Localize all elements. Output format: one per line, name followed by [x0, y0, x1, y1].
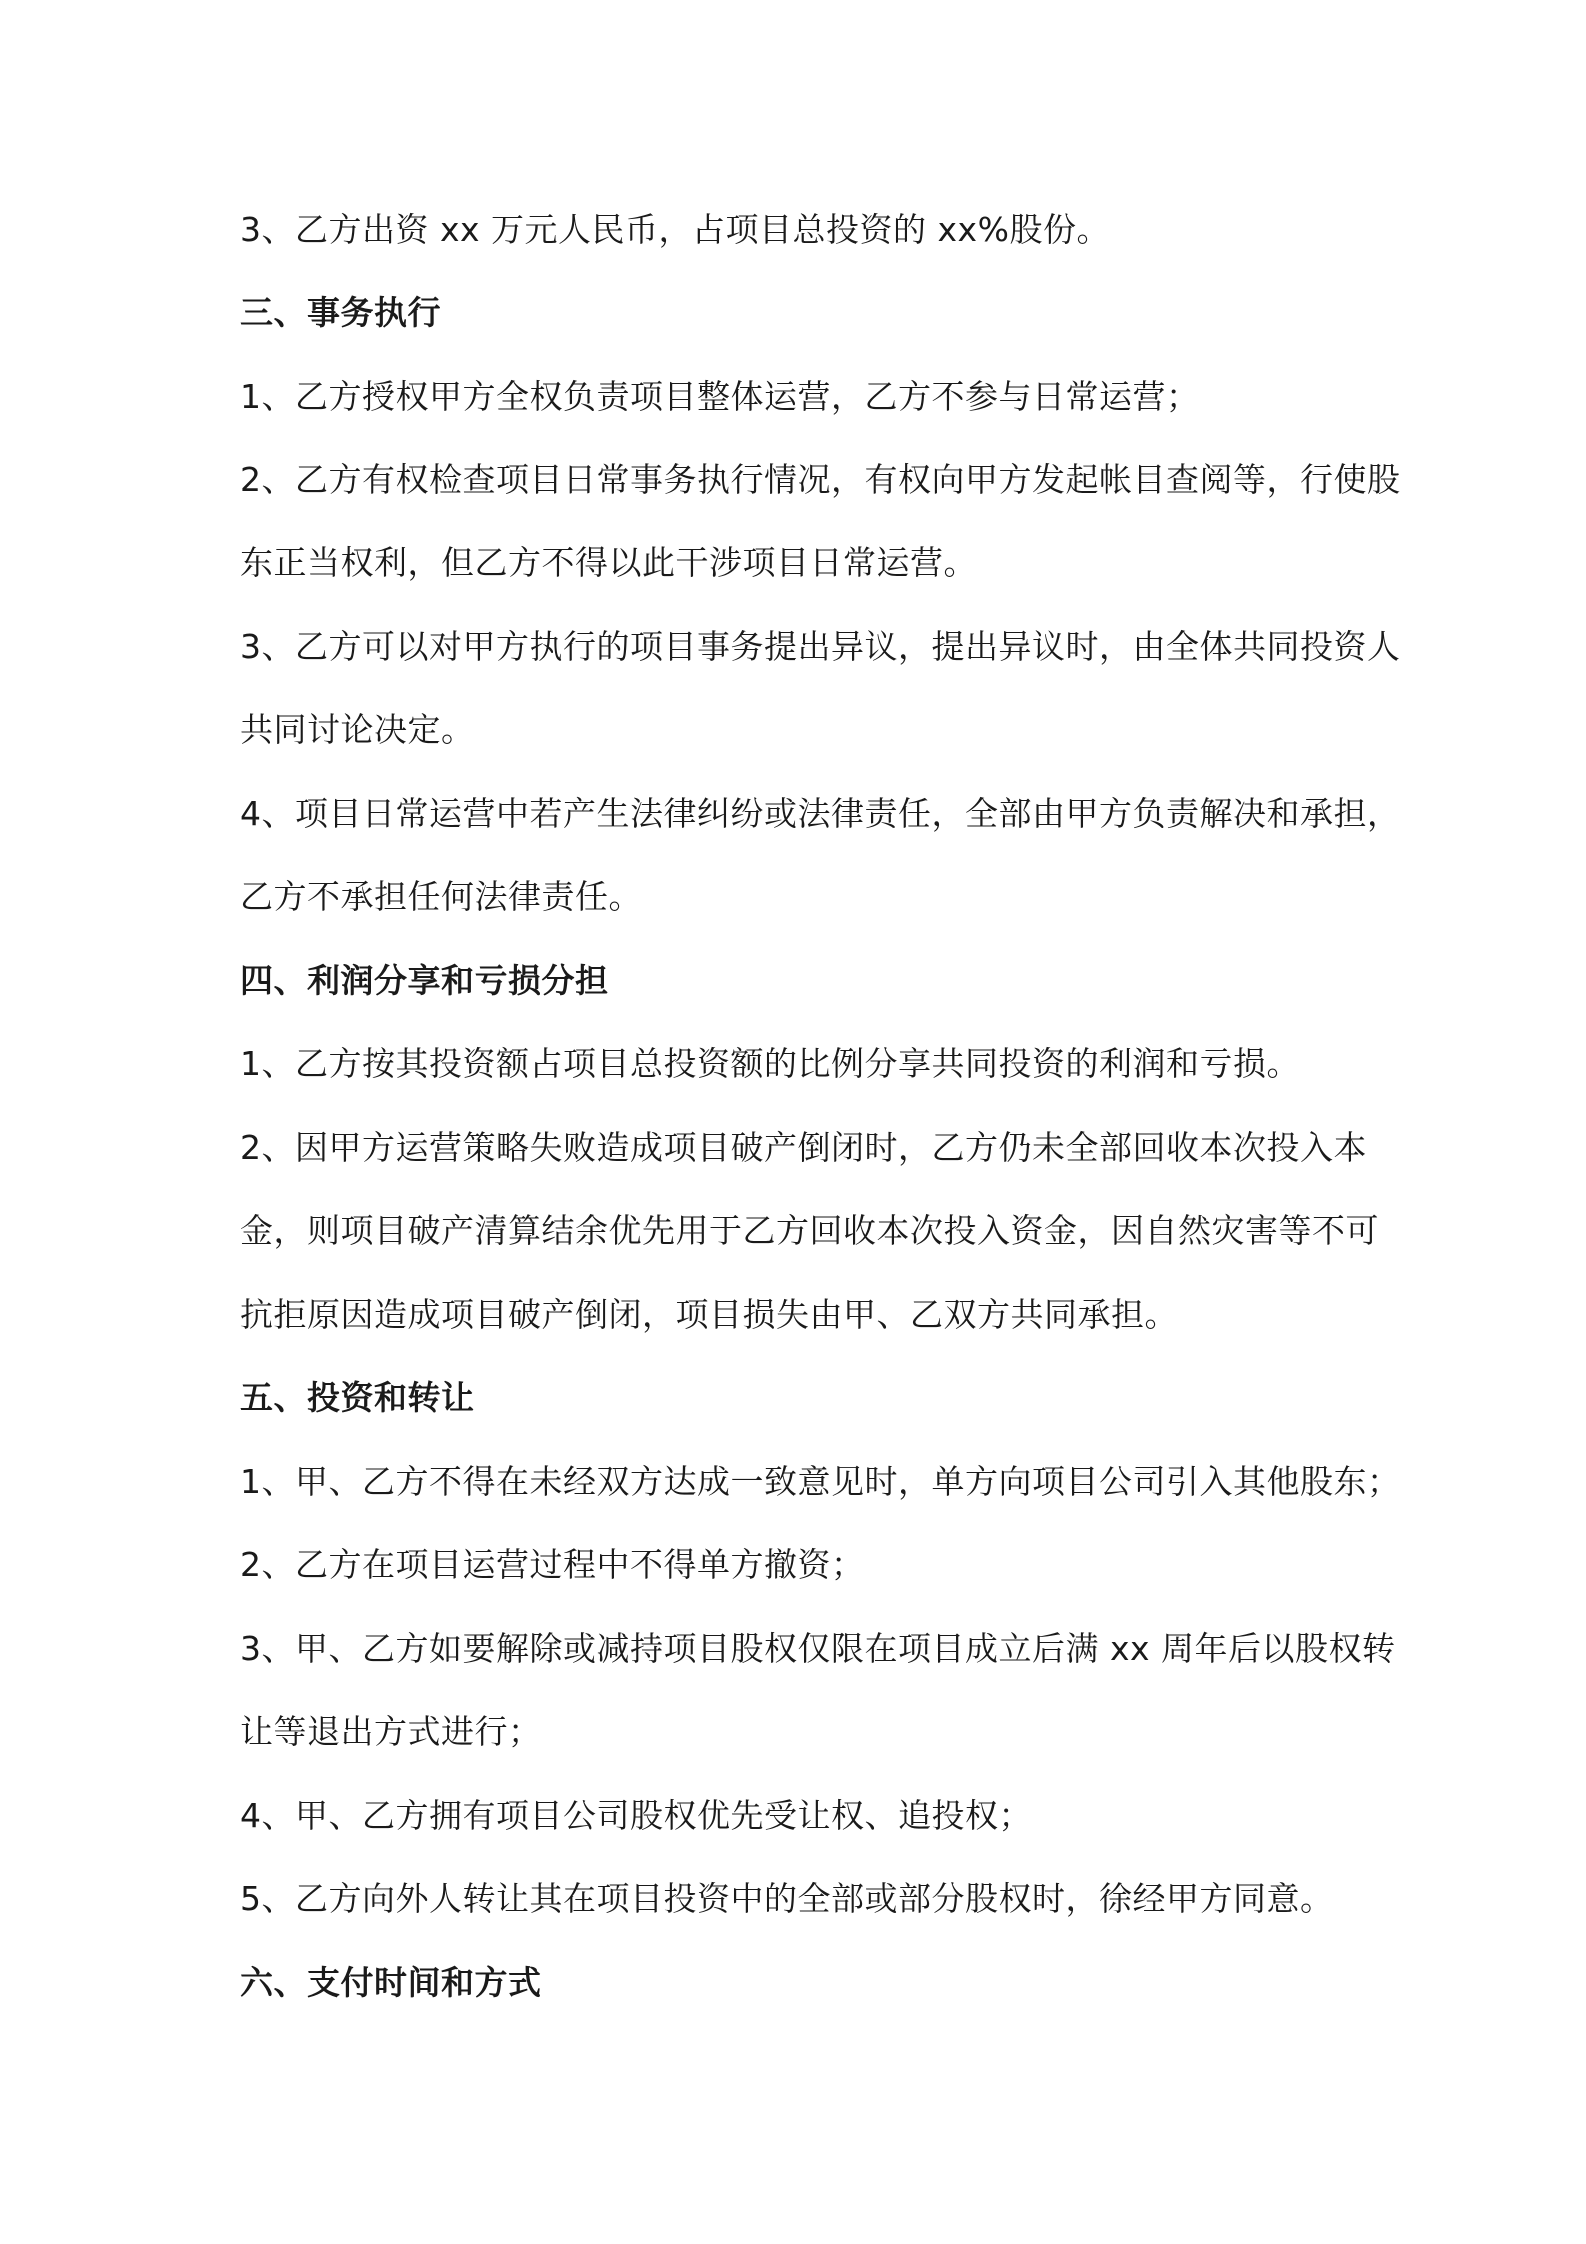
section-heading-4: 四、利润分享和亏损分担	[240, 961, 609, 1000]
section-heading-5: 五、投资和转让	[240, 1378, 475, 1417]
clause-4-2-line-3: 抗拒原因造成项目破产倒闭，项目损失由甲、乙双方共同承担。	[240, 1295, 1178, 1334]
clause-4-2-line-2: 金，则项目破产清算结余优先用于乙方回收本次投入资金，因自然灾害等不可	[240, 1211, 1379, 1250]
clause-3-2-line-2: 东正当权利，但乙方不得以此干涉项目日常运营。	[240, 543, 977, 582]
clause-3-4-line-1: 4、项目日常运营中若产生法律纠纷或法律责任，全部由甲方负责解决和承担，	[240, 794, 1401, 833]
clause-3-3-line-1: 3、乙方可以对甲方执行的项目事务提出异议，提出异议时，由全体共同投资人	[240, 627, 1401, 666]
clause-4-1: 1、乙方按其投资额占项目总投资额的比例分享共同投资的利润和亏损。	[240, 1044, 1300, 1083]
clause-5-3-line-1: 3、甲、乙方如要解除或减持项目股权仅限在项目成立后满 xx 周年后以股权转	[240, 1629, 1396, 1668]
clause-3-1: 1、乙方授权甲方全权负责项目整体运营，乙方不参与日常运营；	[240, 377, 1200, 416]
clause-3-4-line-2: 乙方不承担任何法律责任。	[240, 877, 642, 916]
clause-2-3-investment-share: 3、乙方出资 xx 万元人民币，占项目总投资的 xx%股份。	[240, 210, 1110, 249]
clause-5-4: 4、甲、乙方拥有项目公司股权优先受让权、追投权；	[240, 1796, 1032, 1835]
clause-5-2: 2、乙方在项目运营过程中不得单方撤资；	[240, 1545, 865, 1584]
clause-5-5: 5、乙方向外人转让其在项目投资中的全部或部分股权时，徐经甲方同意。	[240, 1879, 1334, 1918]
section-heading-3: 三、事务执行	[240, 293, 441, 332]
clause-5-1: 1、甲、乙方不得在未经双方达成一致意见时，单方向项目公司引入其他股东；	[240, 1462, 1401, 1501]
clause-3-3-line-2: 共同讨论决定。	[240, 710, 475, 749]
clause-5-3-line-2: 让等退出方式进行；	[240, 1712, 542, 1751]
section-heading-6: 六、支付时间和方式	[240, 1963, 542, 2002]
clause-3-2-line-1: 2、乙方有权检查项目日常事务执行情况，有权向甲方发起帐目查阅等，行使股	[240, 460, 1401, 499]
clause-4-2-line-1: 2、因甲方运营策略失败造成项目破产倒闭时，乙方仍未全部回收本次投入本	[240, 1128, 1367, 1167]
